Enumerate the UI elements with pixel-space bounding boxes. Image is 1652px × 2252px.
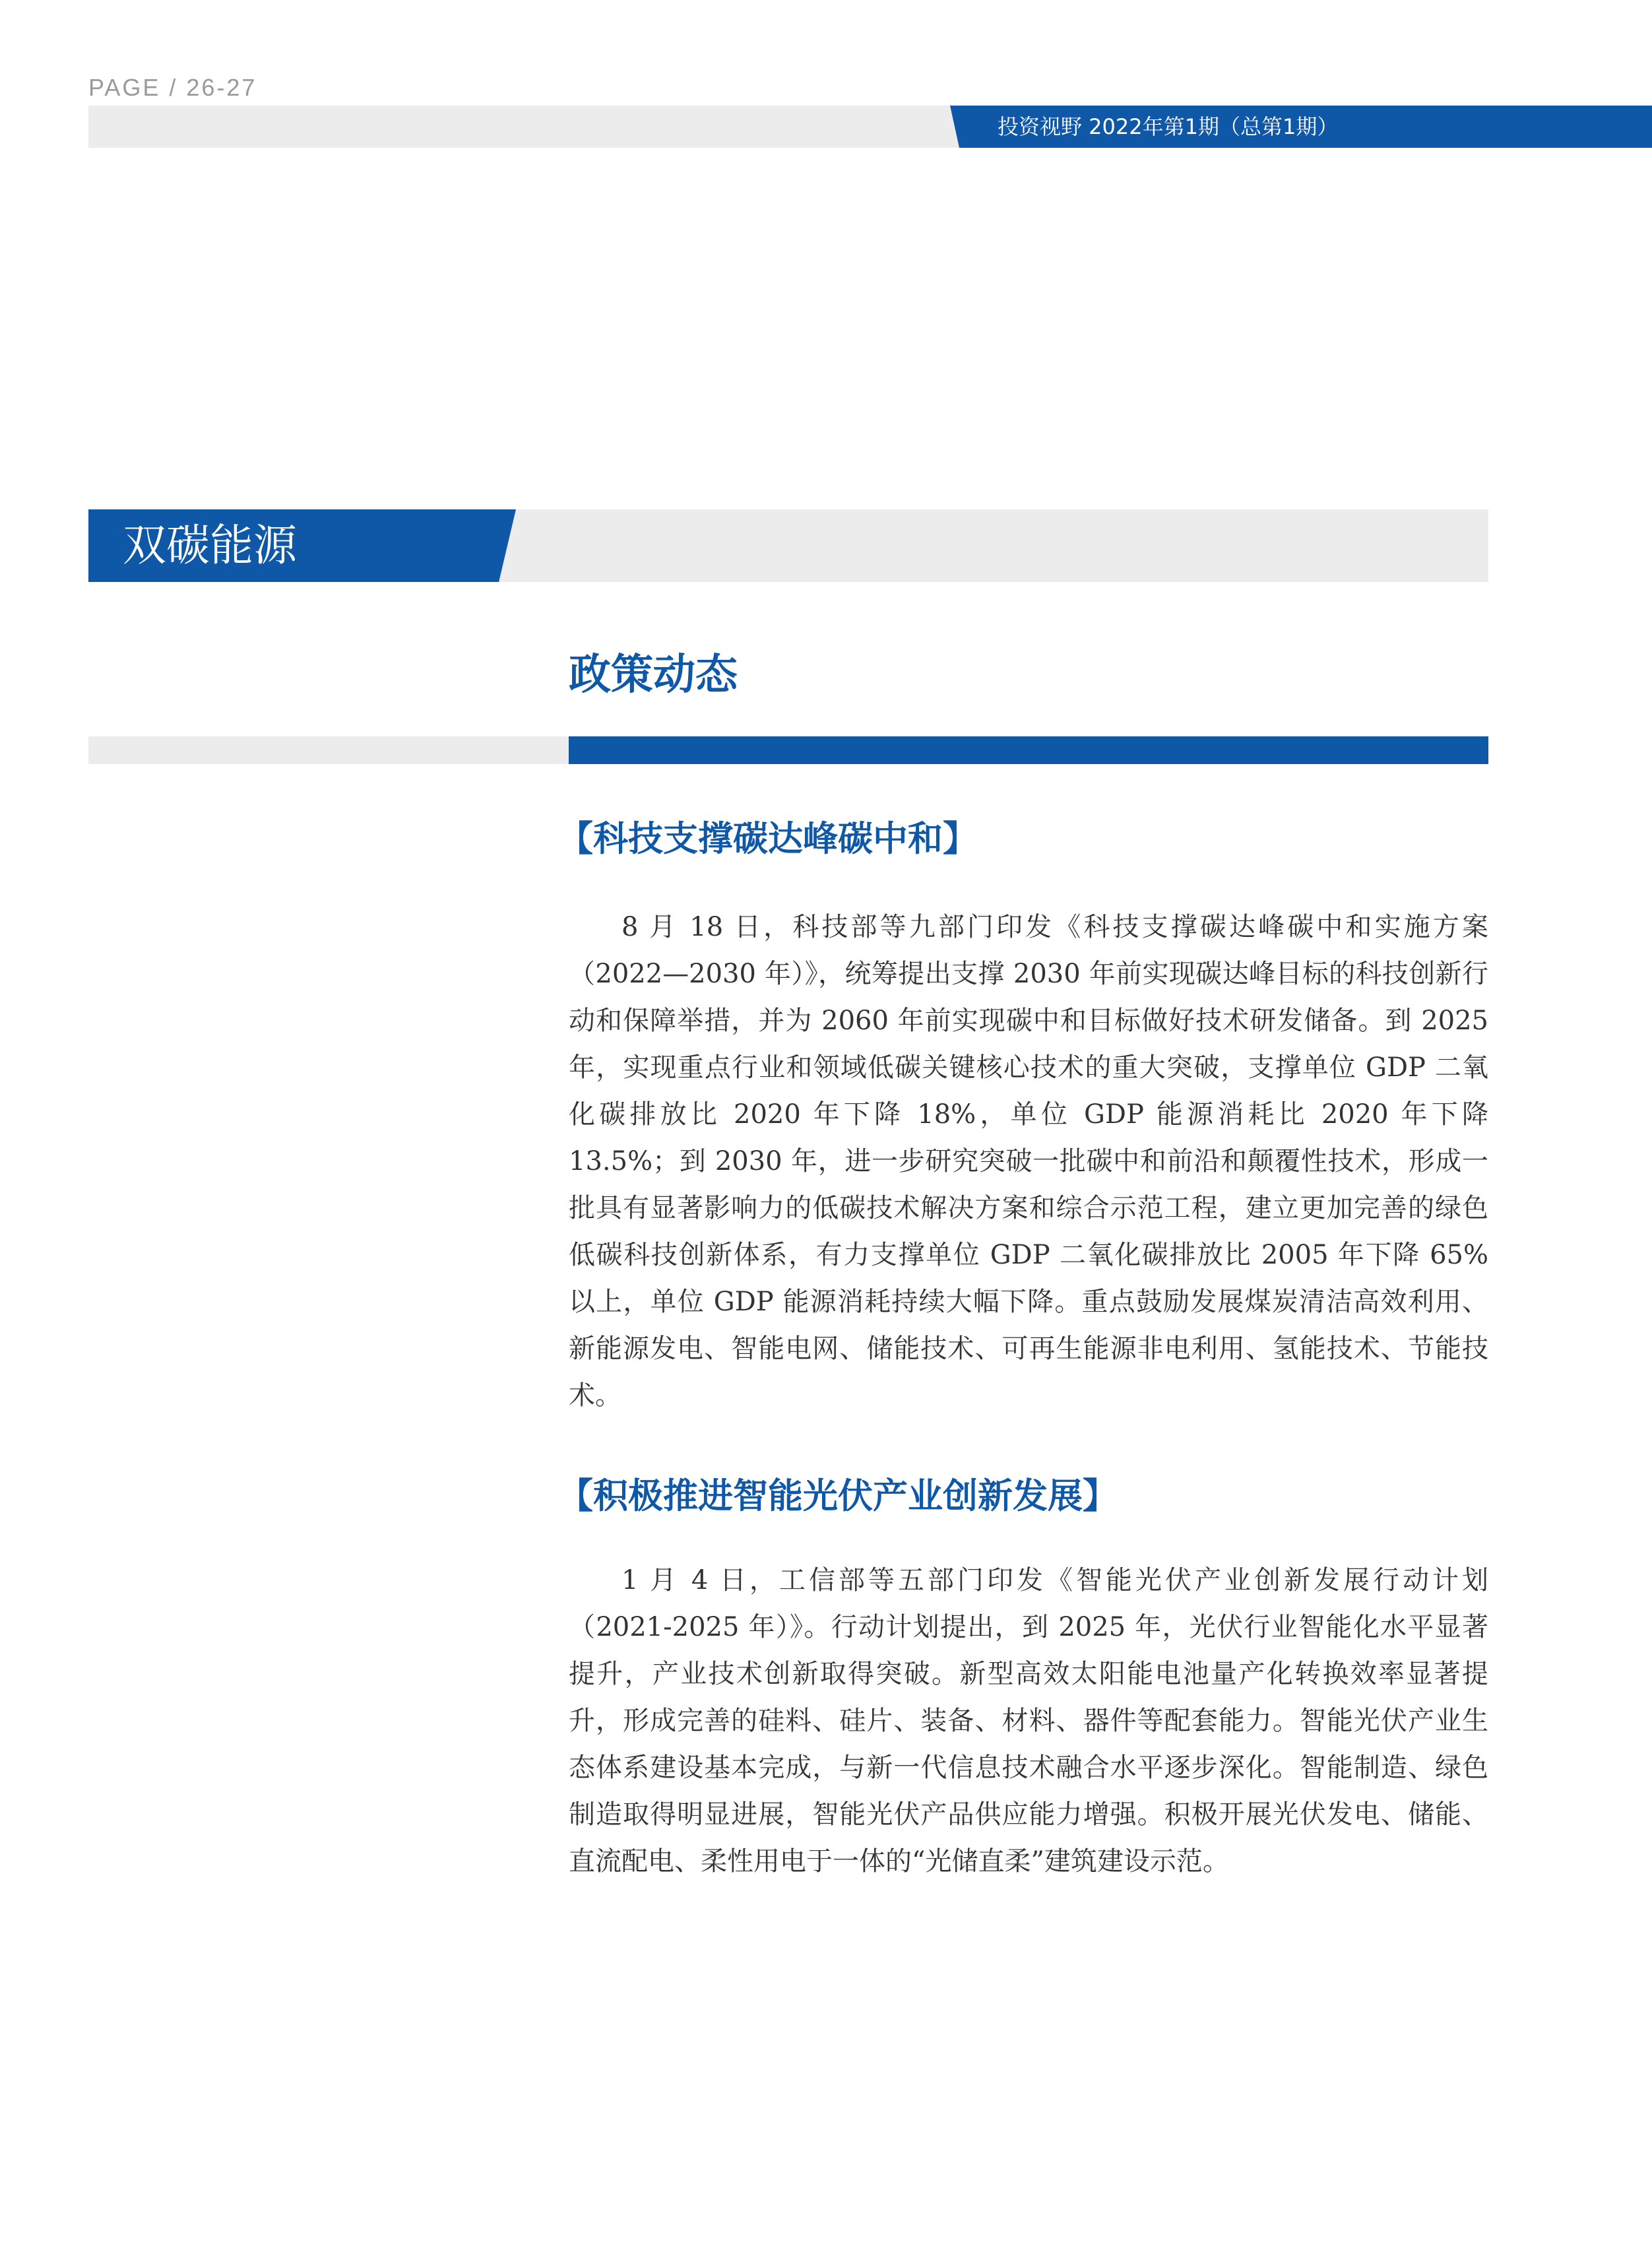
section-title: 双碳能源 (123, 520, 297, 571)
article-title: 【科技支撑碳达峰碳中和】 (558, 819, 978, 859)
article-body: 1 月 4 日，工信部等五部门印发《智能光伏产业创新发展行动计划（2021-2025 年）》。行动计划提出，到 2025 年，光伏行业智能化水平显著提升，产业技术创新取得突破。新型高效太阳能电池量产化转换效率显著提升，形成完善的硅料、硅片、装备、材料、器件等配套能力。智能光伏产业生态体系建设基本完成，与新一代信息技术融合水平逐步深化。智能制造、绿色制造取得明显进展，智能光伏产品供应能力增强。积极开展光伏发电、储能、直流配电、柔性用电于一体的“光储直柔”建筑建设示范。 (569, 1565, 1488, 1877)
divider-gray (88, 736, 569, 764)
page-number: PAGE / 26-27 (88, 74, 257, 101)
section-subtitle: 政策动态 (569, 651, 738, 699)
publication-issue: 投资视野 2022年第1期（总第1期） (998, 114, 1339, 139)
article-body: 8 月 18 日，科技部等九部门印发《科技支撑碳达峰碳中和实施方案（2022—2030 年）》，统筹提出支撑 2030 年前实现碳达峰目标的科技创新行动和保障举措，并为 2060 年前实现碳中和目标做好技术研发储备。到 2025 年，实现重点行业和领域低碳关键核心技术的重大突破，支撑单位 GDP 二氧化碳排放比 2020 年下降 18%，单位 GDP 能源消耗比 2020 年下降 13.5%；到 2030 年，进一步研究突破一批碳中和前沿和颠覆性技术，形成一批具有显著影响力的低碳技术解决方案和综合示范工程，建立更加完善的绿色低碳科技创新体系，有力支撑单位 GDP 二氧化碳排放比 2005 年下降 65% 以上，单位 GDP 能源消耗持续大幅下降。重点鼓励发展煤炭清洁高效利用、新能源发电、智能电网、储能技术、可再生能源非电利用、氢能技术、节能技术。 (569, 912, 1488, 1411)
divider-blue (569, 736, 1488, 764)
article-title: 【积极推进智能光伏产业创新发展】 (558, 1476, 1118, 1516)
header-gray-band (88, 106, 1052, 148)
